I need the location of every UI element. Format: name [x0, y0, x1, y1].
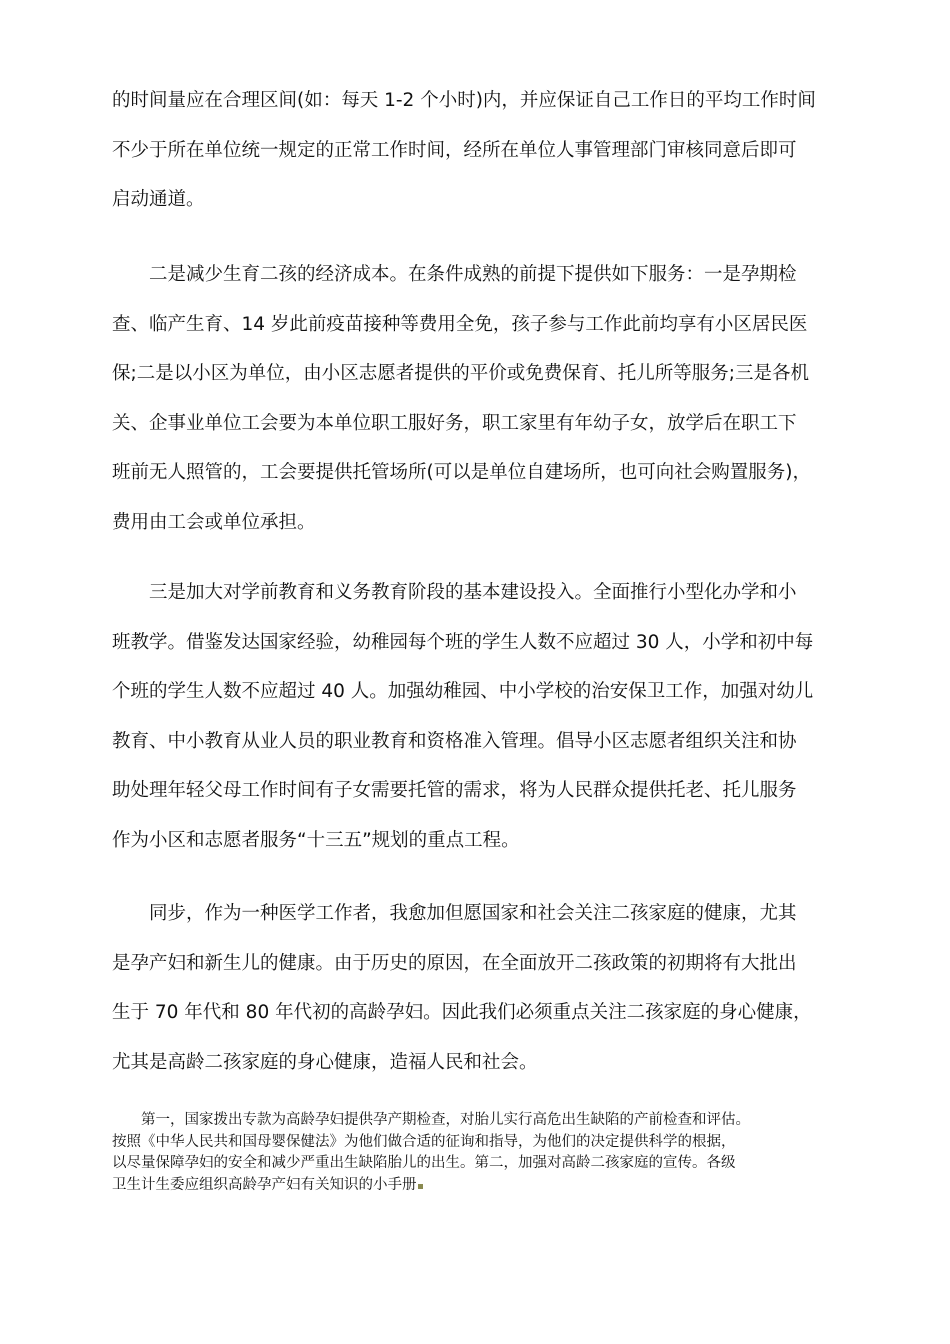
text-line: 按照《中华人民共和国母婴保健法》为他们做合适的征询和指导，为他们的决定提供科学的根据， — [112, 1133, 736, 1150]
paragraph-work-time — [112, 76, 838, 225]
paragraph-education-investment — [112, 568, 838, 865]
text-line: 同步，作为一种医学工作者，我愈加但愿国家和社会关注二孩家庭的健康，尤其 — [112, 903, 797, 924]
text-line: 费用由工会或单位承担。 — [112, 511, 316, 533]
text-line: 作为小区和志愿者服务“十三五”规划的重点工程。 — [112, 829, 520, 851]
text-line: 启动通道。 — [112, 189, 205, 210]
text-line: 关、企事业单位工会要为本单位职工服好务，职工家里有年幼子女，放学后在职工下 — [112, 412, 797, 434]
text-line: 助处理年轻父母工作时间有子女需要托管的需求，将为人民群众提供托老、托儿服务 — [112, 780, 797, 801]
text-line: 第一，国家拨出专款为高龄孕妇提供孕产期检查，对胎儿实行高危出生缺陷的产前检查和评估。 — [112, 1112, 750, 1128]
text-line: 三是加大对学前教育和义务教育阶段的基本建设投入。全面推行小型化办学和小 — [112, 582, 797, 603]
text-line-content: 卫生计生委应组织高龄孕产妇有关知识的小手册 — [112, 1176, 417, 1193]
text-line: 以尽量保障孕妇的安全和减少严重出生缺陷胎儿的出生。第二，加强对高龄二孩家庭的宣传。各级 — [112, 1155, 736, 1171]
text-line: 生于 70 年代和 80 年代初的高龄孕妇。因此我们必须重点关注二孩家庭的身心健康， — [112, 1002, 812, 1023]
text-line: 查、临产生育、14 岁此前疫苗接种等费用全免，孩子参与工作此前均享有小区居民医 — [112, 313, 808, 335]
text-line: 班前无人照管的，工会要提供托管场所(可以是单位自建场所，也可向社会购置服务)， — [112, 462, 811, 483]
text-line: 保;二是以小区为单位，由小区志愿者提供的平价或免费保育、托儿所等服务;三是各机 — [112, 363, 809, 384]
text-line: 不少于所在单位统一规定的正常工作时间，经所在单位人事管理部门审核同意后即可 — [112, 139, 797, 161]
paragraph-small-print — [112, 1110, 838, 1196]
text-line-last — [112, 1175, 838, 1197]
text-line: 是孕产妇和新生儿的健康。由于历史的原因，在全面放开二孩政策的初期将有大批出 — [112, 952, 797, 974]
text-line: 班教学。借鉴发达国家经验，幼稚园每个班的学生人数不应超过 30 人，小学和初中每 — [112, 631, 814, 653]
text-line: 个班的学生人数不应超过 40 人。加强幼稚园、中小学校的治安保卫工作，加强对幼儿 — [112, 681, 814, 702]
end-marker-icon — [418, 1184, 423, 1189]
text-line: 的时间量应在合理区间(如：每天 1-2 个小时)内，并应保证自己工作日的平均工作时间 — [112, 90, 816, 111]
text-line: 尤其是高龄二孩家庭的身心健康，造福人民和社会。 — [112, 1051, 538, 1073]
paragraph-family-health — [112, 889, 838, 1087]
text-line: 二是减少生育二孩的经济成本。在条件成熟的前提下提供如下服务：一是孕期检 — [112, 264, 797, 285]
paragraph-economic-cost — [112, 250, 838, 547]
text-line: 教育、中小教育从业人员的职业教育和资格准入管理。倡导小区志愿者组织关注和协 — [112, 730, 797, 752]
